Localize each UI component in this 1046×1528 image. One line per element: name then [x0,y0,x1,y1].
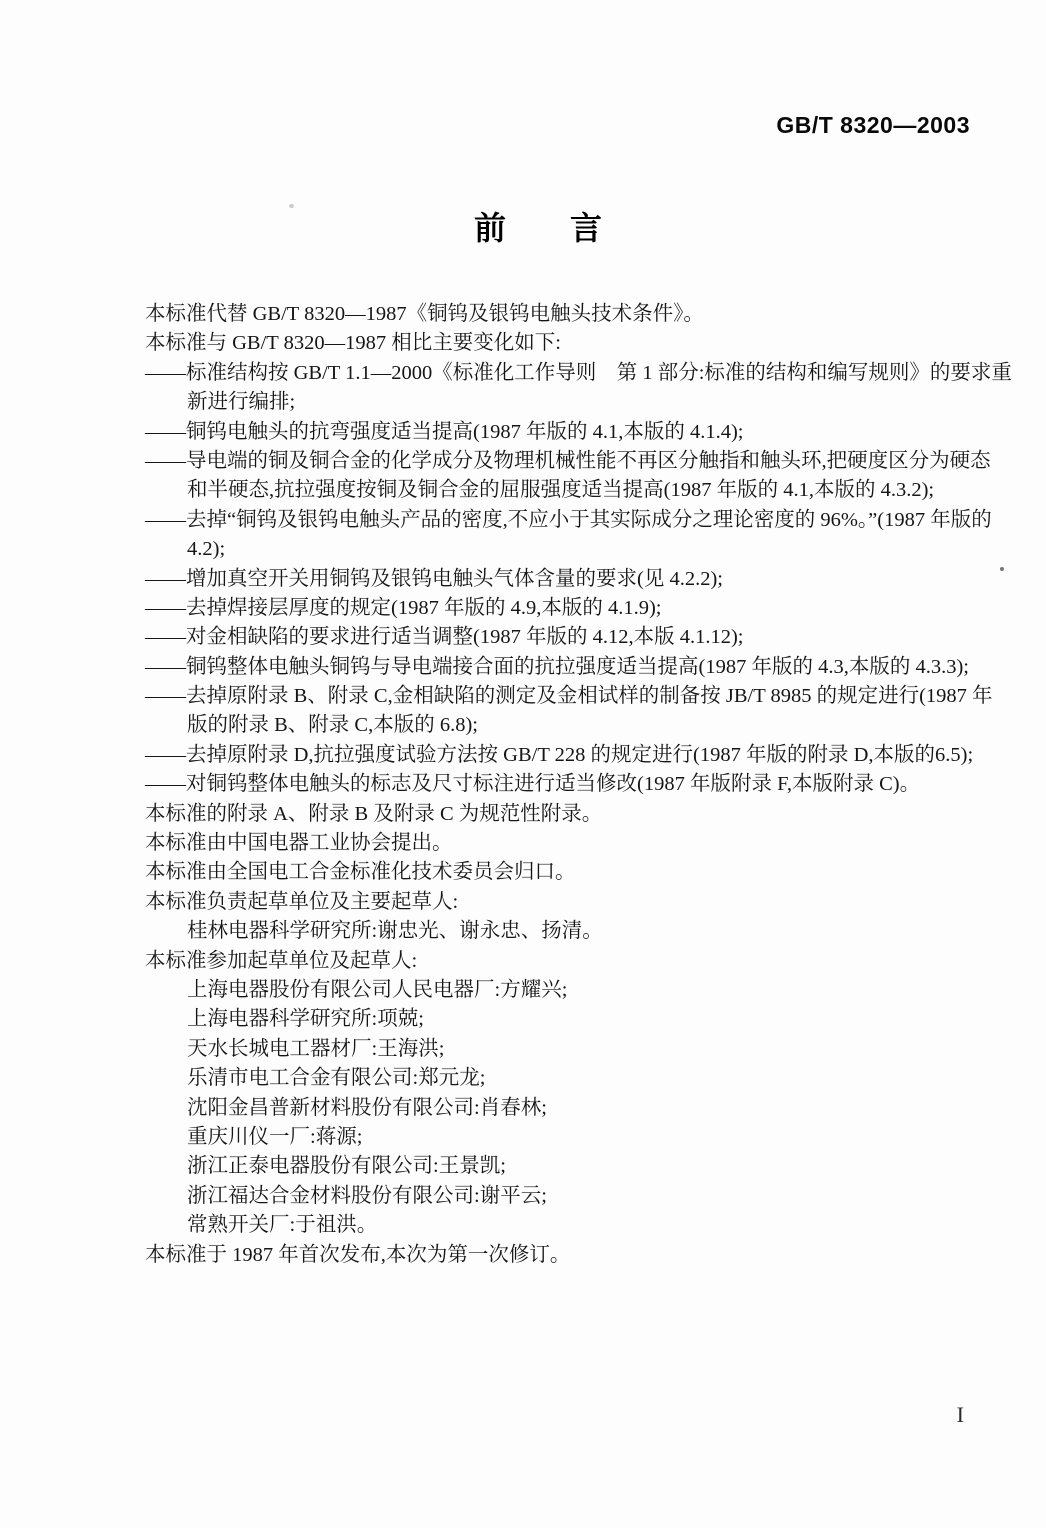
foreword-line: ——去掉焊接层厚度的规定(1987 年版的 4.9,本版的 4.1.9); [145,596,662,619]
foreword-line: ——铜钨电触头的抗弯强度适当提高(1987 年版的 4.1,本版的 4.1.4); [145,420,744,443]
foreword-line: ——对金相缺陷的要求进行适当调整(1987 年版的 4.12,本版 4.1.12); [145,626,744,649]
foreword-line: 重庆川仪一厂:蒋源; [187,1125,363,1148]
foreword-line: 本标准由中国电器工业协会提出。 [145,832,453,855]
foreword-line: 本标准由全国电工合金标准化技术委员会归口。 [145,861,576,884]
foreword-line: 版的附录 B、附录 C,本版的 6.8); [187,714,478,737]
foreword-line: 乐清市电工合金有限公司:郑元龙; [187,1067,486,1090]
scan-speck [1000,567,1004,571]
foreword-line: 浙江正泰电器股份有限公司:王景凯; [187,1155,506,1178]
foreword-line: 天水长城电工器材厂:王海洪; [187,1037,445,1060]
foreword-line: 和半硬态,抗拉强度按铜及铜合金的屈服强度适当提高(1987 年版的 4.1,本版的 4.3.2); [187,479,935,502]
foreword-line: 本标准与 GB/T 8320—1987 相比主要变化如下: [145,332,561,355]
standard-code: GB/T 8320—2003 [776,112,970,138]
page-title-char1: 前 [473,210,506,246]
page-title [15,203,1046,249]
foreword-line: 本标准的附录 A、附录 B 及附录 C 为规范性附录。 [145,802,603,825]
foreword-line: 常熟开关厂:于祖洪。 [187,1214,378,1237]
foreword-line: 新进行编排; [187,391,296,414]
foreword-line: ——去掉原附录 D,抗拉强度试验方法按 GB/T 228 的规定进行(1987 年版的附录 D,本版的6.5); [145,743,974,766]
foreword-line: ——对铜钨整体电触头的标志及尺寸标注进行适当修改(1987 年版附录 F,本版附录 C)。 [145,773,921,796]
foreword-line: 本标准代替 GB/T 8320—1987《铜钨及银钨电触头技术条件》。 [145,303,704,325]
foreword-line: 本标准负责起草单位及主要起草人: [145,890,459,913]
foreword-line: ——铜钨整体电触头铜钨与导电端接合面的抗拉强度适当提高(1987 年版的 4.3,本版的 4.3.3); [145,655,969,678]
foreword-line: 上海电器股份有限公司人民电器厂:方耀兴; [187,978,568,1001]
foreword-line: ——导电端的铜及铜合金的化学成分及物理机械性能不再区分触指和触头环,把硬度区分为硬态 [145,449,991,472]
page-title-char2: 言 [570,210,603,246]
scan-speck [289,204,294,208]
page-number: I [956,1402,964,1427]
foreword-line: 上海电器科学研究所:项兢; [187,1008,424,1031]
foreword-line: 桂林电器科学研究所:谢忠光、谢永忠、扬清。 [187,920,603,943]
foreword-line: ——标准结构按 GB/T 1.1—2000《标准化工作导则 第 1 部分:标准的结构和编写规则》的要求重 [145,361,1012,384]
foreword-body [145,300,1023,1270]
foreword-line: 本标准参加起草单位及起草人: [145,949,418,972]
foreword-line: 4.2); [187,538,226,561]
foreword-line: 沈阳金昌普新材料股份有限公司:肖春林; [187,1096,547,1119]
foreword-line: ——去掉“铜钨及银钨电触头产品的密度,不应小于其实际成分之理论密度的 96%。”(1987 年版的 [145,508,992,531]
foreword-line: ——增加真空开关用铜钨及银钨电触头气体含量的要求(见 4.2.2); [145,567,723,590]
foreword-line: 浙江福达合金材料股份有限公司:谢平云; [187,1184,547,1207]
foreword-line: 本标准于 1987 年首次发布,本次为第一次修订。 [145,1243,571,1266]
foreword-line: ——去掉原附录 B、附录 C,金相缺陷的测定及金相试样的制备按 JB/T 8985 的规定进行(1987 年 [145,685,993,708]
